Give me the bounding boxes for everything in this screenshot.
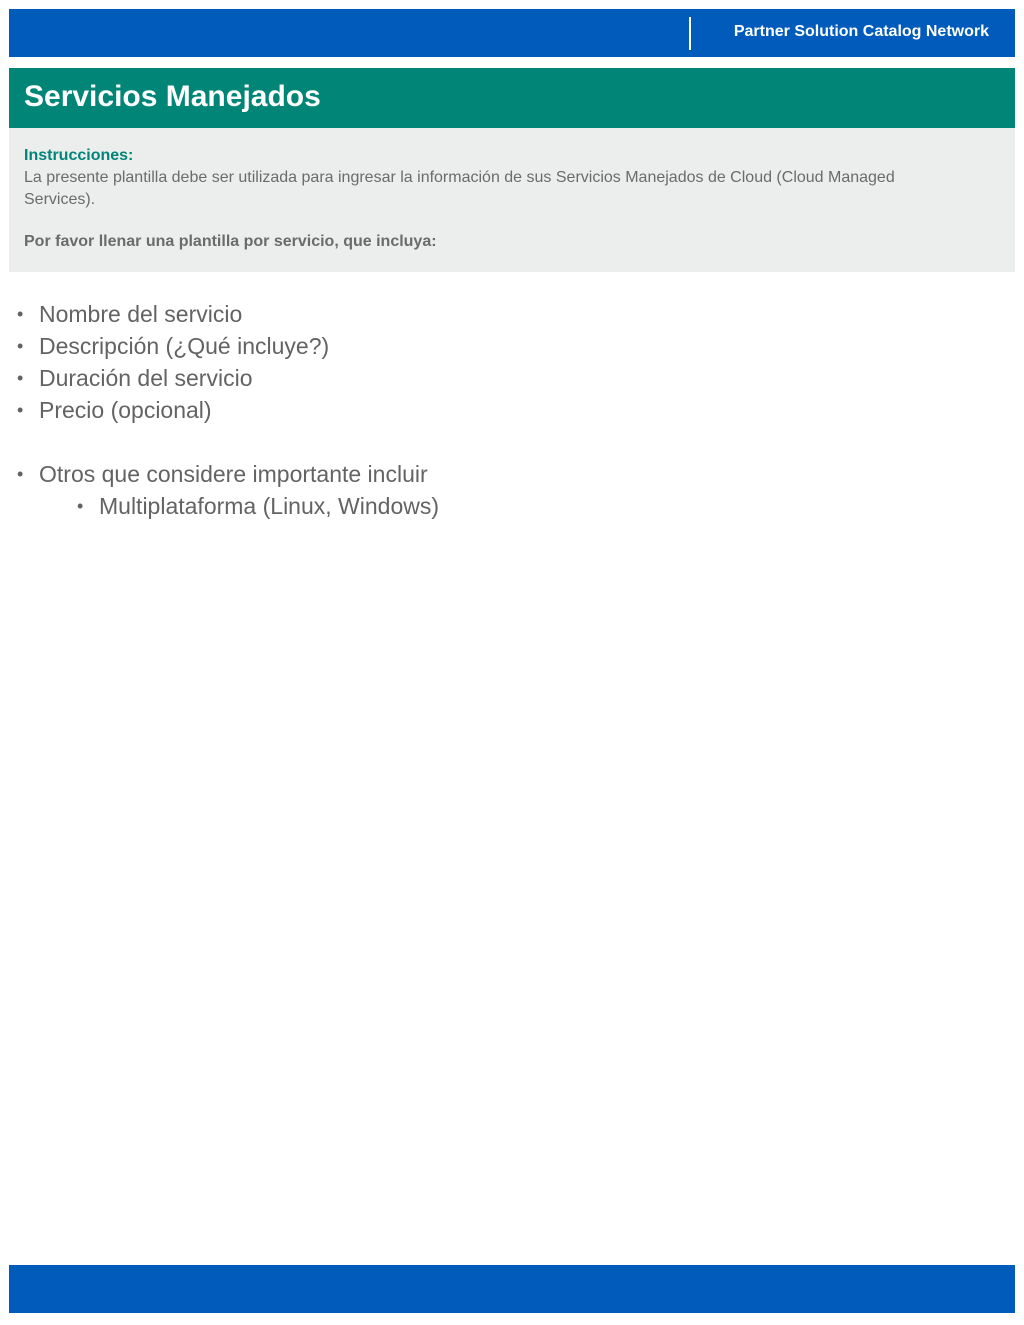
list-item-other: • Otros que considere importante incluir [17, 458, 917, 490]
list-item-duration: • Duración del servicio [17, 362, 917, 394]
title-banner [9, 68, 1015, 128]
requirements-list [17, 298, 917, 522]
instructions-heading: Instrucciones: [24, 147, 134, 164]
instructions-panel [9, 128, 1015, 272]
brand-label: Partner Solution Catalog Network [733, 23, 989, 40]
sub-list-item-multiplatform: • Multiplataforma (Linux, Windows) [77, 490, 917, 522]
instructions-request: Por favor llenar una plantilla por servicio, que incluya: [24, 233, 437, 250]
list-item-price: • Precio (opcional) [17, 394, 917, 426]
list-item-service-name: • Nombre del servicio [17, 298, 917, 330]
instructions-body: La presente plantilla debe ser utilizada para ingresar la información de sus Servicios Manejados de Cloud (Cloud Managed Services). [24, 169, 895, 208]
header-divider [689, 17, 691, 50]
bottom-footer-bar [9, 1265, 1015, 1313]
list-item-description: • Descripción (¿Qué incluye?) [17, 330, 917, 362]
page-title: Servicios Manejados [24, 80, 321, 113]
top-header-bar [9, 9, 1015, 57]
